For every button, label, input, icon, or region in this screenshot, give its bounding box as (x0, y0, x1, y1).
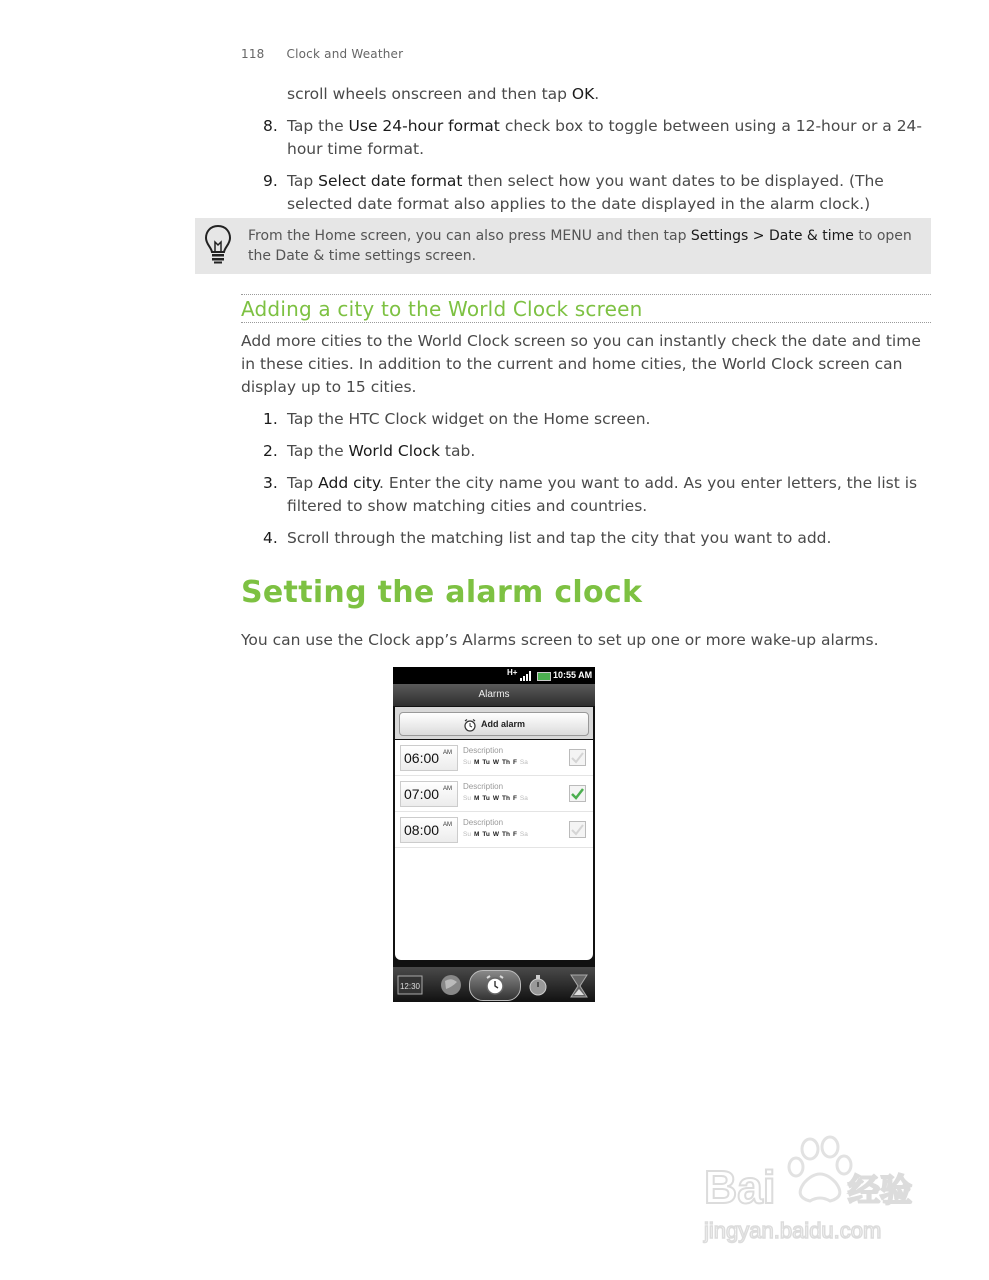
svg-text:jingyan.baidu.com: jingyan.baidu.com (704, 1218, 882, 1243)
list-item: 1. Tap the HTC Clock widget on the Home screen. (241, 408, 931, 431)
alarm-row[interactable] (395, 776, 593, 812)
steps-list (241, 115, 931, 225)
alarm-days (463, 759, 531, 766)
alarm-days (463, 795, 531, 802)
alarm-day: Th (501, 795, 510, 802)
list-item: 2. Tap the World Clock tab. (241, 440, 931, 463)
checkmark-icon (570, 750, 585, 765)
alarm-ampm: AM (443, 750, 452, 756)
alarm-day: W (492, 831, 499, 838)
section-heading: Adding a city to the World Clock screen (241, 297, 643, 321)
alarm-enable-checkbox[interactable] (569, 749, 586, 766)
alarm-time-box (400, 745, 458, 771)
alarm-enable-checkbox[interactable] (569, 785, 586, 802)
alarm-ampm: AM (443, 822, 452, 828)
lightbulb-icon (204, 224, 232, 264)
alarm-days (463, 831, 531, 838)
alarm-time: 07:00 (404, 786, 440, 802)
emphasis: OK (571, 85, 595, 103)
alarm-time: 06:00 (404, 750, 440, 766)
world-clock-tab-icon[interactable] (439, 973, 463, 997)
alarm-row[interactable] (395, 740, 593, 776)
alarm-tab-selected[interactable] (469, 970, 521, 1001)
emphasis: Use 24-hour format (348, 117, 500, 135)
alarm-day: Sa (519, 759, 528, 766)
clock-tab-icon[interactable] (397, 975, 423, 995)
chapter-title: Clock and Weather (286, 47, 404, 61)
status-bar (393, 667, 595, 684)
step-number: 8. (263, 117, 278, 135)
baidu-jingyan-watermark (700, 1135, 935, 1250)
alarm-day: Su (463, 795, 471, 802)
alarm-day: M (473, 795, 480, 802)
step-number: 1. (263, 410, 278, 428)
alarm-day: Tu (482, 831, 490, 838)
emphasis: Select date format (318, 172, 463, 190)
alarm-description: Description (463, 782, 504, 791)
alarm-day: F (512, 795, 517, 802)
add-alarm-label: Add alarm (480, 719, 525, 729)
alarm-day: W (492, 759, 499, 766)
alarm-day: Th (501, 831, 510, 838)
emphasis: Add city (318, 474, 379, 492)
alarm-list (395, 740, 593, 960)
alarm-day: Tu (482, 795, 490, 802)
main-heading: Setting the alarm clock (241, 575, 643, 610)
step-number: 3. (263, 474, 278, 492)
alarm-row[interactable] (395, 812, 593, 848)
section-intro: Add more cities to the World Clock screen so you can instantly check the date and time in these cities. In addition to the current and home cities, the World Clock screen can display up to 15 cities. (241, 332, 921, 396)
list-item: 3. Tap Add city. Enter the city name you want to add. As you enter letters, the list is filtered to show matching cities and countries. (263, 474, 918, 515)
page-number: 118 (241, 47, 265, 61)
add-alarm-button[interactable] (399, 712, 589, 736)
main-intro: You can use the Clock app’s Alarms screen to set up one or more wake-up alarms. (241, 631, 879, 649)
svg-text:Bai: Bai (704, 1161, 776, 1213)
alarm-day: W (492, 795, 499, 802)
baidu-paw-logo (700, 1135, 935, 1250)
alarm-time: 08:00 (404, 822, 440, 838)
alarm-time-box (400, 781, 458, 807)
alarm-day: Sa (519, 831, 528, 838)
emphasis: World Clock (348, 442, 440, 460)
alarm-day: Sa (519, 795, 528, 802)
alarm-description: Description (463, 746, 504, 755)
checkmark-icon (570, 822, 585, 837)
alarm-tab-icon (483, 973, 507, 997)
status-time: 10:55 AM (553, 670, 593, 680)
svg-text:经验: 经验 (848, 1171, 913, 1209)
alarm-description: Description (463, 818, 504, 827)
alarm-day: Su (463, 831, 471, 838)
alarm-clock-icon (463, 718, 477, 732)
step-number: 9. (263, 172, 278, 190)
alarm-day: Tu (482, 759, 490, 766)
step-number: 4. (263, 529, 278, 547)
checkmark-icon (570, 786, 585, 801)
signal-icon (520, 671, 534, 681)
bottom-tab-bar (393, 967, 595, 1002)
alarm-ampm: AM (443, 786, 452, 792)
alarm-time-box (400, 817, 458, 843)
add-alarm-bar (395, 707, 593, 739)
divider (241, 322, 931, 323)
alarm-day: Su (463, 759, 471, 766)
page-header (241, 47, 403, 61)
battery-icon (537, 672, 551, 681)
alarm-day: Th (501, 759, 510, 766)
alarm-day: F (512, 831, 517, 838)
alarm-day: F (512, 759, 517, 766)
step-number: 2. (263, 442, 278, 460)
timer-tab-icon[interactable] (569, 973, 589, 999)
divider (241, 294, 931, 295)
continuation-text: scroll wheels onscreen and then tap OK. (287, 85, 600, 103)
stopwatch-tab-icon[interactable] (527, 973, 549, 997)
alarm-enable-checkbox[interactable] (569, 821, 586, 838)
screen-title: Alarms (393, 684, 595, 706)
phone-screenshot (393, 667, 595, 1002)
list-item: 4. Scroll through the matching list and tap the city that you want to add. (241, 527, 931, 550)
list-item: 9. Tap Select date format then select how you want dates to be displayed. (The selected date format also applies to the date displayed in the alarm clock.) (263, 172, 884, 213)
tip-box (195, 218, 931, 274)
alarm-day: M (473, 759, 480, 766)
desk-clock-text: 12:30 (399, 982, 421, 991)
list-item: 8. Tap the Use 24-hour format check box to toggle between using a 12-hour or a 24-hour time format. (263, 117, 923, 158)
tip-text: From the Home screen, you can also press MENU and then tap Settings > Date & time to open the Date & time settings screen. (248, 228, 912, 264)
alarm-day: M (473, 831, 480, 838)
emphasis: Settings > Date & time (690, 228, 854, 244)
network-indicator: H+ (507, 668, 518, 677)
steps-list (241, 408, 931, 559)
